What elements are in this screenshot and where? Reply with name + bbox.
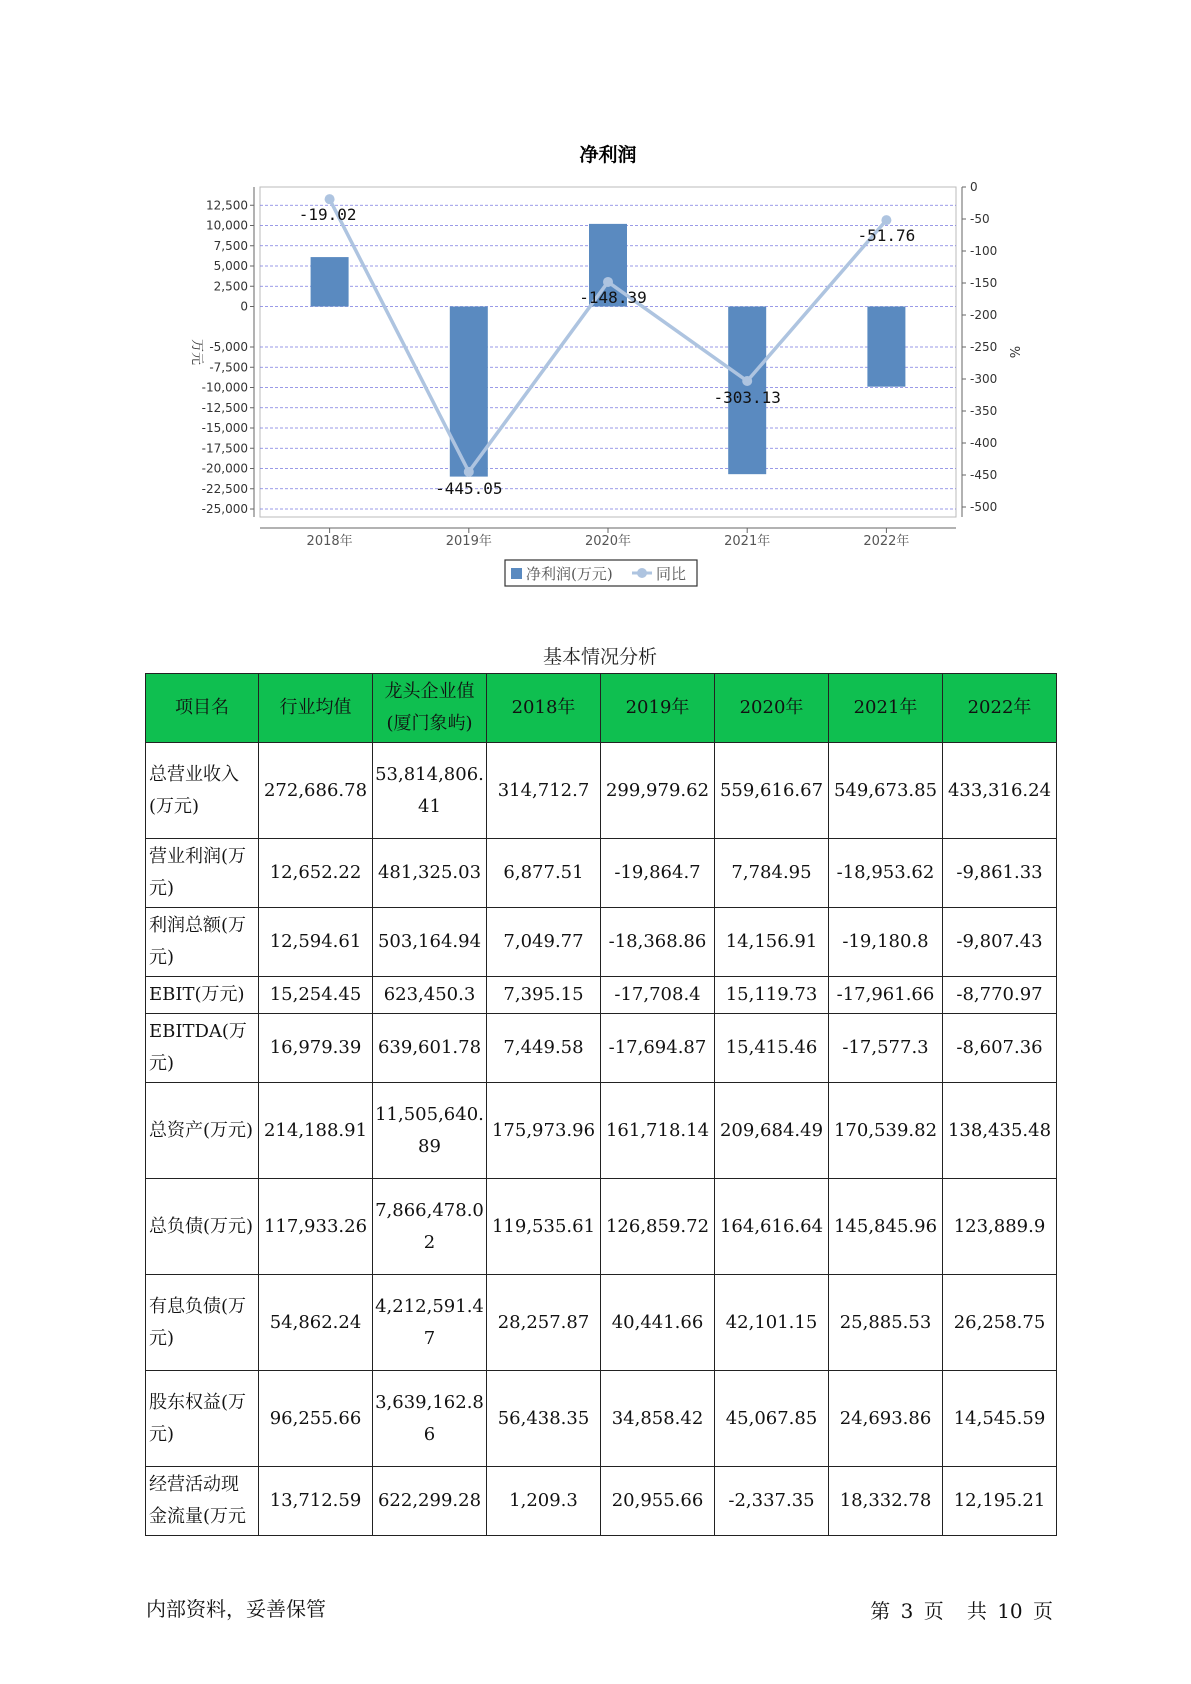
- left-tick-label: -10,000: [201, 380, 248, 395]
- value-cell: 138,435.48: [943, 1083, 1057, 1179]
- left-tick-label: 7,500: [213, 238, 248, 253]
- table-row: [146, 839, 1057, 908]
- right-tick-label: -500: [970, 500, 998, 514]
- right-tick-label: -200: [970, 308, 998, 322]
- value-cell: 45,067.85: [715, 1371, 829, 1467]
- value-cell: 170,539.82: [829, 1083, 943, 1179]
- value-cell: -18,953.62: [829, 839, 943, 908]
- yoy-data-label: -303.13: [713, 388, 781, 408]
- value-cell: 26,258.75: [943, 1275, 1057, 1371]
- row-label-cell: 营业利润(万元): [146, 839, 259, 908]
- net-profit-bar: [311, 257, 349, 306]
- left-tick-label: -5,000: [209, 340, 248, 354]
- left-tick-label: -7,500: [209, 360, 248, 375]
- value-cell: -17,577.3: [829, 1014, 943, 1083]
- page-number: [868, 1595, 1055, 1624]
- value-cell: 28,257.87: [487, 1275, 601, 1371]
- value-cell: 161,718.14: [601, 1083, 715, 1179]
- yoy-point: [881, 215, 891, 225]
- yoy-point: [742, 376, 752, 386]
- x-tick-label: 2020年: [584, 534, 632, 549]
- value-cell: -9,807.43: [943, 908, 1057, 977]
- y-right-axis-label: %: [1006, 345, 1021, 359]
- left-tick-label: -15,000: [201, 421, 248, 435]
- value-cell: 56,438.35: [487, 1371, 601, 1467]
- row-label-cell: 总营业收入(万元): [146, 743, 259, 839]
- value-cell: 12,195.21: [943, 1467, 1057, 1536]
- left-tick-label: -20,000: [201, 461, 248, 476]
- value-cell: -17,708.4: [601, 977, 715, 1014]
- value-cell: 123,889.9: [943, 1179, 1057, 1275]
- page-current: 3: [900, 1599, 914, 1623]
- table-row: [146, 1371, 1057, 1467]
- right-tick-label: -50: [970, 212, 990, 226]
- value-cell: 11,505,640.89: [373, 1083, 487, 1179]
- value-cell: -8,770.97: [943, 977, 1057, 1014]
- yoy-data-label: -19.02: [298, 205, 357, 225]
- value-cell: 20,955.66: [601, 1467, 715, 1536]
- value-cell: 559,616.67: [715, 743, 829, 839]
- value-cell: 7,449.58: [487, 1014, 601, 1083]
- value-cell: 14,156.91: [715, 908, 829, 977]
- value-cell: 7,866,478.02: [373, 1179, 487, 1275]
- chart-title: 净利润: [579, 144, 637, 166]
- legend: [505, 560, 697, 586]
- value-cell: -17,961.66: [829, 977, 943, 1014]
- value-cell: 13,712.59: [259, 1467, 373, 1536]
- legend-line-marker: [637, 568, 647, 578]
- value-cell: 175,973.96: [487, 1083, 601, 1179]
- value-cell: 549,673.85: [829, 743, 943, 839]
- value-cell: 1,209.3: [487, 1467, 601, 1536]
- value-cell: 272,686.78: [259, 743, 373, 839]
- x-axis: [260, 528, 956, 549]
- value-cell: 15,119.73: [715, 977, 829, 1014]
- table-row: [146, 1467, 1057, 1536]
- header-cell: 行业均值: [259, 674, 373, 743]
- table-row: [146, 1179, 1057, 1275]
- header-cell: 2018年: [487, 674, 601, 743]
- right-tick-label: -300: [970, 372, 998, 386]
- value-cell: 209,684.49: [715, 1083, 829, 1179]
- header-cell: 2019年: [601, 674, 715, 743]
- table-row: [146, 908, 1057, 977]
- value-cell: 126,859.72: [601, 1179, 715, 1275]
- left-tick-label: -17,500: [201, 441, 248, 456]
- left-tick-label: 5,000: [213, 259, 248, 273]
- x-tick-label: 2019年: [445, 534, 492, 549]
- yoy-data-label: -51.76: [857, 226, 916, 246]
- header-cell: 2022年: [943, 674, 1057, 743]
- table-row: [146, 1083, 1057, 1179]
- row-label-cell: 利润总额(万元): [146, 908, 259, 977]
- value-cell: 433,316.24: [943, 743, 1057, 839]
- value-cell: 4,212,591.47: [373, 1275, 487, 1371]
- legend-bar-swatch: [511, 568, 522, 579]
- value-cell: 12,594.61: [259, 908, 373, 977]
- value-cell: 7,395.15: [487, 977, 601, 1014]
- right-tick-label: -400: [970, 436, 998, 450]
- right-tick-label: -450: [970, 468, 998, 482]
- value-cell: 42,101.15: [715, 1275, 829, 1371]
- basic-analysis-table: [145, 673, 1057, 1536]
- legend-bar-label: 净利润(万元): [526, 565, 613, 583]
- right-axis: [962, 180, 997, 517]
- header-cell: 龙头企业值(厦门象屿): [373, 674, 487, 743]
- value-cell: 40,441.66: [601, 1275, 715, 1371]
- value-cell: 299,979.62: [601, 743, 715, 839]
- value-cell: 24,693.86: [829, 1371, 943, 1467]
- value-cell: 117,933.26: [259, 1179, 373, 1275]
- left-tick-label: -25,000: [201, 502, 248, 516]
- row-label-cell: 总资产(万元): [146, 1083, 259, 1179]
- value-cell: 6,877.51: [487, 839, 601, 908]
- left-tick-label: 10,000: [206, 218, 248, 233]
- left-axis: [202, 187, 254, 517]
- left-tick-label: -22,500: [201, 481, 248, 496]
- header-cell: 2020年: [715, 674, 829, 743]
- value-cell: 164,616.64: [715, 1179, 829, 1275]
- row-label-cell: 经营活动现金流量(万元: [146, 1467, 259, 1536]
- x-tick-label: 2018年: [306, 534, 353, 549]
- value-cell: 481,325.03: [373, 839, 487, 908]
- x-tick-label: 2021年: [724, 534, 771, 549]
- net-profit-chart: [0, 0, 1191, 610]
- value-cell: -18,368.86: [601, 908, 715, 977]
- right-tick-label: -100: [970, 244, 998, 258]
- value-cell: -8,607.36: [943, 1014, 1057, 1083]
- page-total: 10: [997, 1599, 1023, 1623]
- value-cell: 3,639,162.86: [373, 1371, 487, 1467]
- value-cell: -19,864.7: [601, 839, 715, 908]
- value-cell: 314,712.7: [487, 743, 601, 839]
- table-row: [146, 977, 1057, 1014]
- page-unit: 页: [923, 1599, 944, 1623]
- total-unit: 页: [1033, 1599, 1053, 1623]
- value-cell: -19,180.8: [829, 908, 943, 977]
- yoy-data-label: -148.39: [579, 287, 647, 307]
- value-cell: 622,299.28: [373, 1467, 487, 1536]
- right-tick-label: 0: [970, 180, 978, 194]
- yoy-point: [464, 467, 474, 477]
- right-tick-label: -250: [970, 340, 998, 354]
- x-tick-label: 2022年: [863, 534, 910, 549]
- value-cell: 34,858.42: [601, 1371, 715, 1467]
- left-tick-label: -12,500: [201, 400, 248, 415]
- left-tick-label: 12,500: [206, 198, 248, 213]
- value-cell: -17,694.87: [601, 1014, 715, 1083]
- row-label-cell: 股东权益(万元): [146, 1371, 259, 1467]
- header-cell: 项目名: [146, 674, 259, 743]
- value-cell: 7,049.77: [487, 908, 601, 977]
- value-cell: 214,188.91: [259, 1083, 373, 1179]
- value-cell: 14,545.59: [943, 1371, 1057, 1467]
- yoy-data-label: -445.05: [435, 478, 503, 498]
- left-tick-label: 0: [240, 299, 248, 314]
- value-cell: 15,254.45: [259, 977, 373, 1014]
- yoy-point: [325, 194, 335, 204]
- value-cell: 18,332.78: [829, 1467, 943, 1536]
- footer-note: 内部资料，妥善保管: [146, 1597, 326, 1621]
- left-tick-label: 2,500: [213, 279, 248, 294]
- legend-line-label: 同比: [656, 565, 687, 583]
- value-cell: 503,164.94: [373, 908, 487, 977]
- net-profit-bar: [867, 307, 905, 387]
- value-cell: -9,861.33: [943, 839, 1057, 908]
- yoy-point: [603, 277, 613, 287]
- value-cell: -2,337.35: [715, 1467, 829, 1536]
- value-cell: 25,885.53: [829, 1275, 943, 1371]
- row-label-cell: EBIT(万元): [146, 977, 259, 1014]
- value-cell: 53,814,806.41: [373, 743, 487, 839]
- value-cell: 145,845.96: [829, 1179, 943, 1275]
- value-cell: 54,862.24: [259, 1275, 373, 1371]
- right-tick-label: -350: [970, 404, 998, 418]
- table-caption: 基本情况分析: [542, 646, 657, 668]
- value-cell: 15,415.46: [715, 1014, 829, 1083]
- table-row: [146, 1014, 1057, 1083]
- table-header-row: [146, 674, 1057, 743]
- table-row: [146, 1275, 1057, 1371]
- page-prefix: 第: [870, 1599, 891, 1623]
- value-cell: 96,255.66: [259, 1371, 373, 1467]
- value-cell: 623,450.3: [373, 977, 487, 1014]
- value-cell: 7,784.95: [715, 839, 829, 908]
- row-label-cell: 总负债(万元): [146, 1179, 259, 1275]
- row-label-cell: 有息负债(万元): [146, 1275, 259, 1371]
- value-cell: 119,535.61: [487, 1179, 601, 1275]
- total-prefix: 共: [966, 1599, 987, 1623]
- right-tick-label: -150: [970, 276, 998, 290]
- table-row: [146, 743, 1057, 839]
- value-cell: 16,979.39: [259, 1014, 373, 1083]
- y-left-axis-label: 万元: [189, 338, 204, 366]
- row-label-cell: EBITDA(万元): [146, 1014, 259, 1083]
- value-cell: 12,652.22: [259, 839, 373, 908]
- header-cell: 2021年: [829, 674, 943, 743]
- table-body: [146, 743, 1057, 1536]
- value-cell: 639,601.78: [373, 1014, 487, 1083]
